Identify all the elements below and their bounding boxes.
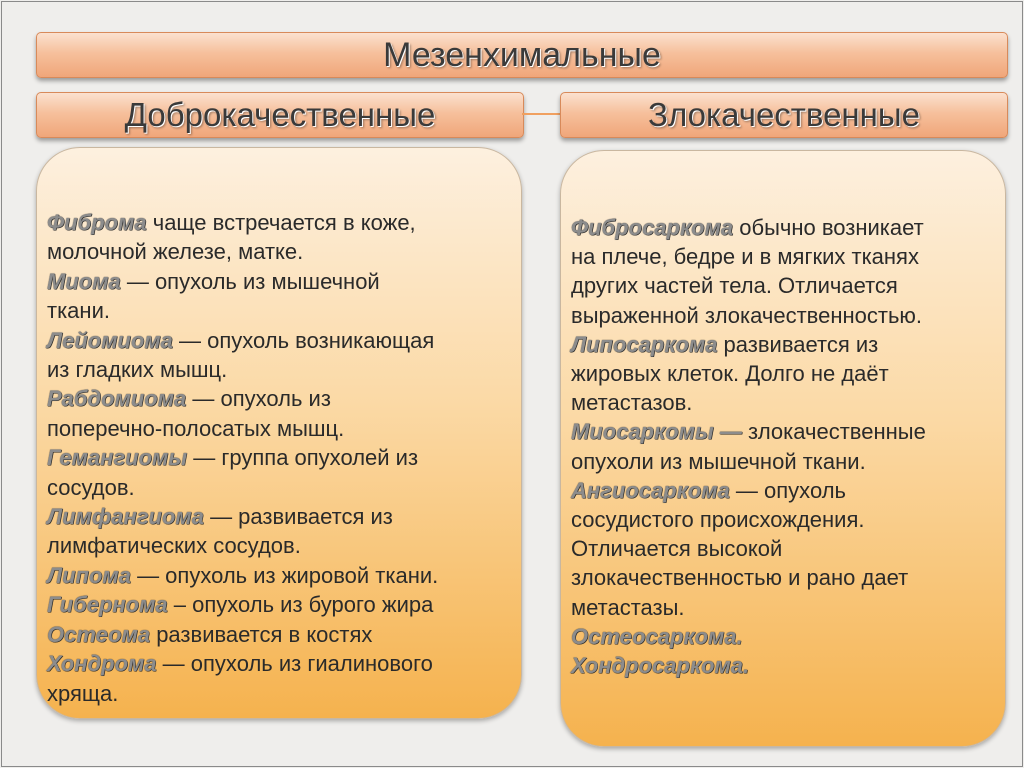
malignant-term: Остеосаркома.	[571, 623, 743, 649]
benign-term: Рабдомиома	[47, 386, 187, 412]
benign-term: Гемангиомы	[47, 445, 188, 471]
benign-entry	[47, 590, 511, 619]
benign-entry	[47, 649, 511, 708]
malignant-panel	[560, 150, 1006, 747]
benign-description: — группа опухолей из сосудов.	[47, 445, 419, 500]
benign-entry	[47, 384, 511, 443]
header-connector	[522, 113, 560, 115]
benign-description: — опухоль из гиалинового хряща.	[47, 651, 433, 706]
benign-entry	[47, 502, 511, 561]
malignant-term: Хондросаркома.	[571, 653, 750, 679]
benign-term: Липома	[47, 562, 131, 588]
malignant-term: Липосаркома	[571, 331, 718, 357]
benign-term: Миома	[47, 268, 121, 294]
malignant-entry	[571, 651, 997, 680]
malignant-header: Злокачественные	[560, 92, 1008, 138]
benign-description: развивается в костях	[150, 621, 373, 647]
benign-description: — опухоль из жировой ткани.	[130, 562, 439, 588]
benign-term: Лейомиома	[47, 327, 173, 353]
benign-term: Гибернома	[47, 592, 168, 618]
benign-description: – опухоль из бурого жира	[167, 592, 434, 618]
benign-description: — опухоль из поперечно-полосатых мышц.	[47, 386, 345, 441]
benign-entry	[47, 620, 511, 649]
benign-description: — опухоль возникающая из гладких мышц.	[47, 327, 435, 383]
slide-title: Мезенхимальные	[36, 32, 1008, 78]
malignant-description: злокачественные опухоли из мышечной ткани.	[571, 419, 926, 474]
benign-term: Фиброма	[47, 210, 147, 235]
benign-entry	[47, 443, 511, 502]
malignant-entry	[571, 213, 997, 330]
benign-description: чаще встречается в коже, молочной железе, матке.	[47, 210, 416, 265]
benign-entry	[47, 561, 511, 590]
malignant-term: Фибросаркома	[571, 215, 734, 240]
benign-entry	[47, 208, 511, 267]
benign-term: Остеома	[47, 621, 151, 647]
benign-term: Лимфангиома	[47, 504, 204, 530]
malignant-entry	[571, 330, 997, 418]
benign-term: Хондрома	[47, 651, 157, 677]
malignant-description: обычно возникает на плече, бедре и в мягких тканях других частей тела. Отличается выраженной злокачественностью.	[571, 215, 924, 328]
malignant-entry	[571, 622, 997, 651]
benign-entry	[47, 326, 511, 385]
benign-entry	[47, 267, 511, 326]
benign-header: Доброкачественные	[36, 92, 524, 138]
benign-description: — опухоль из мышечной ткани.	[47, 268, 380, 324]
benign-description: — развивается из лимфатических сосудов.	[47, 504, 393, 559]
malignant-entry	[571, 417, 997, 475]
benign-panel	[36, 147, 522, 719]
malignant-description: — опухоль сосудистого происхождения. Отличается высокой злокачественностью и рано дает метастазы.	[571, 477, 909, 620]
malignant-term: Миосаркомы —	[571, 419, 742, 445]
malignant-description: развивается из жировых клеток. Долго не даёт метастазов.	[571, 331, 889, 416]
malignant-term: Ангиосаркома	[571, 477, 730, 503]
malignant-entry	[571, 476, 997, 622]
